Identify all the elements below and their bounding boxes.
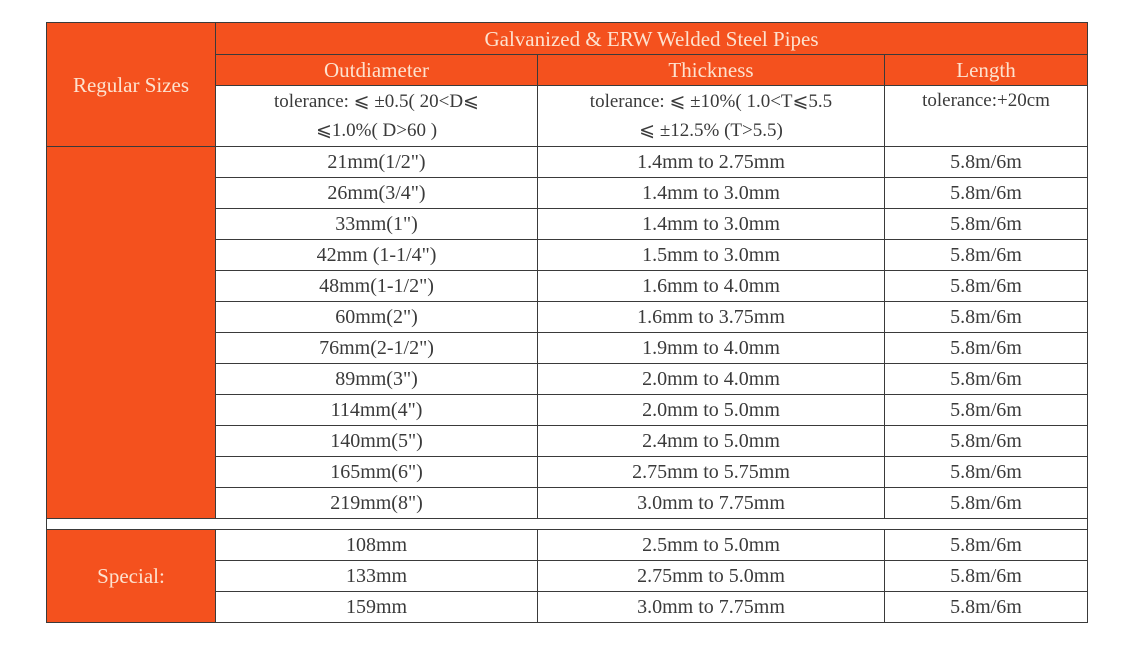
cell-outdiameter: 133mm xyxy=(216,561,538,592)
section-label-regular-block xyxy=(47,147,216,519)
cell-thickness: 1.4mm to 2.75mm xyxy=(538,147,885,178)
cell-thickness: 1.4mm to 3.0mm xyxy=(538,178,885,209)
cell-length: 5.8m/6m xyxy=(885,302,1088,333)
cell-length: 5.8m/6m xyxy=(885,209,1088,240)
column-header-thickness: Thickness xyxy=(538,55,885,86)
cell-outdiameter: 114mm(4") xyxy=(216,395,538,426)
cell-length: 5.8m/6m xyxy=(885,178,1088,209)
cell-thickness: 2.75mm to 5.0mm xyxy=(538,561,885,592)
cell-thickness: 3.0mm to 7.75mm xyxy=(538,592,885,623)
steel-pipe-spec-table xyxy=(46,22,1087,623)
section-label-regular: Regular Sizes xyxy=(47,23,216,147)
cell-outdiameter: 60mm(2") xyxy=(216,302,538,333)
table-row xyxy=(47,530,1088,561)
cell-outdiameter: 33mm(1") xyxy=(216,209,538,240)
cell-outdiameter: 140mm(5") xyxy=(216,426,538,457)
tolerance-outdiameter xyxy=(216,86,538,147)
cell-outdiameter: 48mm(1-1/2") xyxy=(216,271,538,302)
tolerance-line: ⩽1.0%( D>60 ) xyxy=(315,120,438,141)
cell-thickness: 2.4mm to 5.0mm xyxy=(538,426,885,457)
tolerance-line: ⩽ ±12.5% (T>5.5) xyxy=(639,120,783,141)
cell-length: 5.8m/6m xyxy=(885,147,1088,178)
cell-thickness: 1.6mm to 3.75mm xyxy=(538,302,885,333)
section-divider xyxy=(47,519,1088,530)
cell-thickness: 1.5mm to 3.0mm xyxy=(538,240,885,271)
cell-thickness: 1.6mm to 4.0mm xyxy=(538,271,885,302)
tolerance-length xyxy=(885,86,1088,147)
cell-length: 5.8m/6m xyxy=(885,457,1088,488)
tolerance-thickness xyxy=(538,86,885,147)
column-header-length: Length xyxy=(885,55,1088,86)
table-title: Galvanized & ERW Welded Steel Pipes xyxy=(216,23,1088,55)
tolerance-line: tolerance: ⩽ ±0.5( 20<D⩽ xyxy=(274,91,479,112)
cell-length: 5.8m/6m xyxy=(885,561,1088,592)
cell-thickness: 2.5mm to 5.0mm xyxy=(538,530,885,561)
cell-thickness: 2.0mm to 5.0mm xyxy=(538,395,885,426)
cell-outdiameter: 26mm(3/4") xyxy=(216,178,538,209)
cell-length: 5.8m/6m xyxy=(885,240,1088,271)
cell-outdiameter: 76mm(2-1/2") xyxy=(216,333,538,364)
spec-table xyxy=(46,22,1088,623)
cell-length: 5.8m/6m xyxy=(885,333,1088,364)
cell-length: 5.8m/6m xyxy=(885,271,1088,302)
cell-length: 5.8m/6m xyxy=(885,395,1088,426)
tolerance-line: tolerance: ⩽ ±10%( 1.0<T⩽5.5 xyxy=(589,91,833,112)
divider-cell xyxy=(47,519,1088,530)
cell-outdiameter: 165mm(6") xyxy=(216,457,538,488)
cell-thickness: 1.9mm to 4.0mm xyxy=(538,333,885,364)
cell-length: 5.8m/6m xyxy=(885,426,1088,457)
cell-length: 5.8m/6m xyxy=(885,592,1088,623)
cell-thickness: 1.4mm to 3.0mm xyxy=(538,209,885,240)
table-row xyxy=(47,147,1088,178)
cell-length: 5.8m/6m xyxy=(885,530,1088,561)
cell-outdiameter: 42mm (1-1/4") xyxy=(216,240,538,271)
cell-thickness: 2.75mm to 5.75mm xyxy=(538,457,885,488)
cell-outdiameter: 219mm(8") xyxy=(216,488,538,519)
cell-thickness: 3.0mm to 7.75mm xyxy=(538,488,885,519)
section-label-special: Special: xyxy=(47,530,216,623)
cell-length: 5.8m/6m xyxy=(885,488,1088,519)
cell-outdiameter: 89mm(3") xyxy=(216,364,538,395)
cell-length: 5.8m/6m xyxy=(885,364,1088,395)
cell-outdiameter: 21mm(1/2") xyxy=(216,147,538,178)
cell-thickness: 2.0mm to 4.0mm xyxy=(538,364,885,395)
cell-outdiameter: 108mm xyxy=(216,530,538,561)
column-header-outdiameter: Outdiameter xyxy=(216,55,538,86)
cell-outdiameter: 159mm xyxy=(216,592,538,623)
tolerance-line: tolerance:+20cm xyxy=(922,90,1050,111)
